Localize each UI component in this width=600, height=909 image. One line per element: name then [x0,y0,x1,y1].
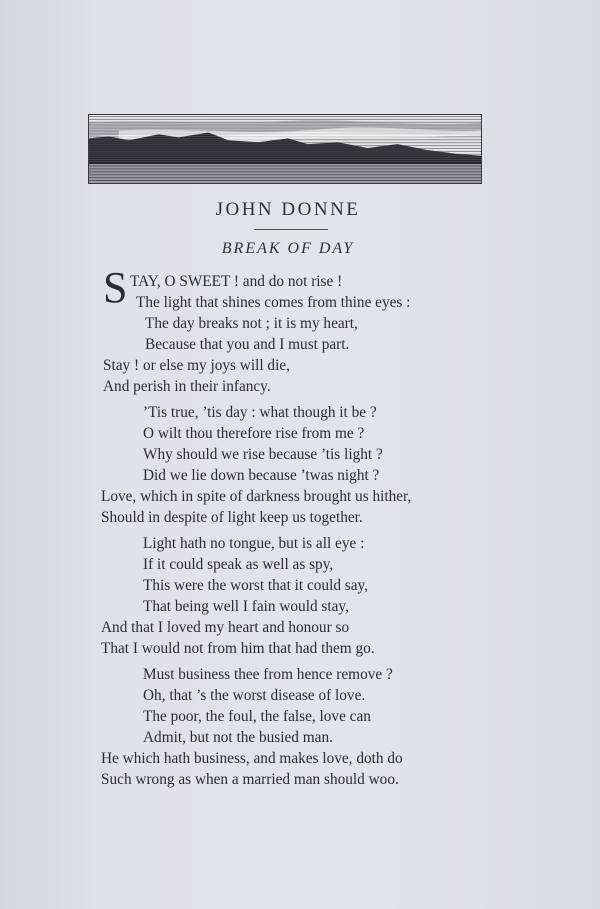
poem-line: The day breaks not ; it is my heart, [145,315,358,332]
poem-line: Stay ! or else my joys will die, [103,357,290,374]
poem-line: Should in despite of light keep us together. [101,509,363,526]
poem-line: And that I loved my heart and honour so [101,619,350,636]
poem-line: Admit, but not the busied man. [143,729,333,746]
poem-line: If it could speak as well as spy, [143,556,334,573]
poem-line: This were the worst that it could say, [143,577,369,594]
poem-line: TAY, O SWEET ! and do not rise ! [130,273,343,290]
author-heading: JOHN DONNE [215,199,361,220]
poem-line: He which hath business, and makes love, doth do [101,750,403,767]
poem-line: Oh, that ’s the worst disease of love. [143,687,366,704]
poem-line: The light that shines comes from thine eyes : [136,294,411,311]
poem-line: Love, which in spite of darkness brought us hither, [101,488,412,505]
seascape-illustration [89,115,481,183]
poem-line: Light hath no tongue, but is all eye : [143,535,365,552]
poem-line: Why should we rise because ’tis light ? [143,446,383,463]
poem-line: Did we lie down because ’twas night ? [143,467,380,484]
poem-line: Because that you and I must part. [145,336,350,353]
poem-line: O wilt thou therefore rise from me ? [143,425,365,442]
headpiece-engraving [88,114,482,184]
drop-cap: S [103,263,128,312]
poem-title: BREAK OF DAY [221,240,355,257]
poem-line: ’Tis true, ’tis day : what though it be ? [143,404,377,421]
heading-divider [254,229,328,230]
poem-line: That being well I fain would stay, [143,598,349,615]
poem-line: Must business thee from hence remove ? [143,666,393,683]
poem-line: Such wrong as when a married man should woo. [101,771,399,788]
poem-line: The poor, the foul, the false, love can [143,708,371,725]
poem-line: And perish in their infancy. [103,378,271,395]
poem-line: That I would not from him that had them go. [101,640,375,657]
